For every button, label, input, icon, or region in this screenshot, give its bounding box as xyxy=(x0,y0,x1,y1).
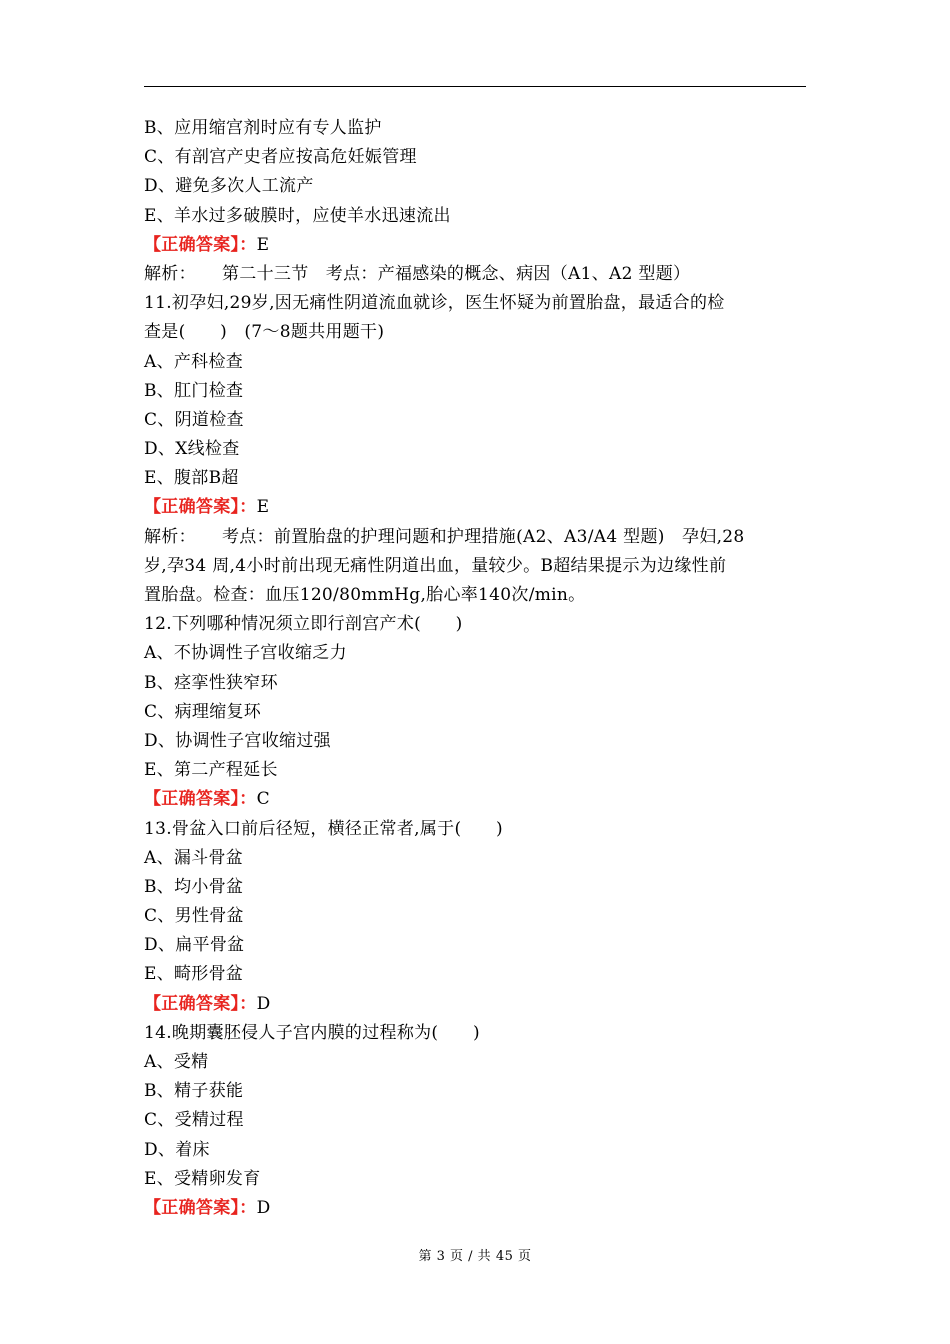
option-b: B、肛门检查 xyxy=(144,380,244,401)
answer-row xyxy=(144,990,806,1019)
option-a: A、不协调性子宫收缩乏力 xyxy=(144,643,347,664)
analysis: 解析： 第二十三节 考点：产福感染的概念、病因（A1、A2 型题） xyxy=(144,263,691,284)
answer-value: D xyxy=(256,993,271,1014)
answer-value: E xyxy=(256,497,270,518)
answer-label: 【正确答案】： xyxy=(144,993,257,1014)
answer-row xyxy=(144,785,806,814)
option-e: E、羊水过多破膜时，应使羊水迅速流出 xyxy=(144,205,451,226)
analysis-cont: 岁,孕34 周,4小时前出现无痛性阴道出血，量较少。B超结果提示为边缘性前 xyxy=(144,555,727,576)
option-c: C、受精过程 xyxy=(144,1110,244,1131)
answer-value: E xyxy=(256,234,270,255)
option-e: E、畸形骨盆 xyxy=(144,964,244,985)
option-d: D、着床 xyxy=(144,1139,210,1160)
answer-label: 【正确答案】： xyxy=(144,497,257,518)
question-stem-cont: 查是( ) (7～8题共用题干) xyxy=(144,322,385,343)
answer-value: C xyxy=(256,789,270,810)
option-c: C、阴道检查 xyxy=(144,409,244,430)
option-c: C、病理缩复环 xyxy=(144,701,262,722)
option-b: B、应用缩宫剂时应有专人监护 xyxy=(144,118,382,138)
question-stem: 11.初孕妇,29岁,因无痛性阴道流血就诊，医生怀疑为前置胎盘，最适合的检 xyxy=(144,293,725,314)
analysis: 解析： 考点：前置胎盘的护理问题和护理措施(A2、A3/A4 型题) 孕妇,28 xyxy=(144,526,745,547)
answer-label: 【正确答案】： xyxy=(144,1197,257,1218)
option-d: D、X线检查 xyxy=(144,439,240,460)
option-c: C、有剖宫产史者应按高危妊娠管理 xyxy=(144,147,417,168)
answer-label: 【正确答案】： xyxy=(144,789,257,810)
option-d: D、避免多次人工流产 xyxy=(144,176,314,197)
option-d: D、协调性子宫收缩过强 xyxy=(144,730,331,751)
question-stem: 12.下列哪种情况须立即行剖宫产术( ) xyxy=(144,614,463,635)
answer-row xyxy=(144,1194,806,1223)
option-a: A、受精 xyxy=(144,1052,209,1072)
option-c: C、男性骨盆 xyxy=(144,906,244,927)
question-stem: 13.骨盆入口前后径短，横径正常者,属于( ) xyxy=(144,818,503,839)
option-a: A、漏斗骨盆 xyxy=(144,847,244,868)
option-e: E、腹部B超 xyxy=(144,468,239,489)
header-rule xyxy=(144,86,806,87)
answer-row xyxy=(144,493,806,522)
question-stem: 14.晚期囊胚侵人子宫内膜的过程称为( ) xyxy=(144,1022,480,1043)
option-e: E、受精卵发育 xyxy=(144,1168,261,1189)
answer-value: D xyxy=(256,1197,271,1218)
answer-label: 【正确答案】： xyxy=(144,234,257,255)
option-b: B、均小骨盆 xyxy=(144,876,244,897)
page-number: 第 3 页 / 共 45 页 xyxy=(418,1249,532,1264)
option-b: B、痉挛性狭窄环 xyxy=(144,672,278,693)
option-d: D、扁平骨盆 xyxy=(144,935,245,956)
analysis-cont: 置胎盘。检查：血压120/80mmHg,胎心率140次/min。 xyxy=(144,585,586,605)
option-a: A、产科检查 xyxy=(144,351,244,372)
page-content xyxy=(144,114,806,1223)
option-e: E、第二产程延长 xyxy=(144,760,278,781)
answer-row xyxy=(144,231,806,260)
option-b: B、精子获能 xyxy=(144,1081,244,1102)
